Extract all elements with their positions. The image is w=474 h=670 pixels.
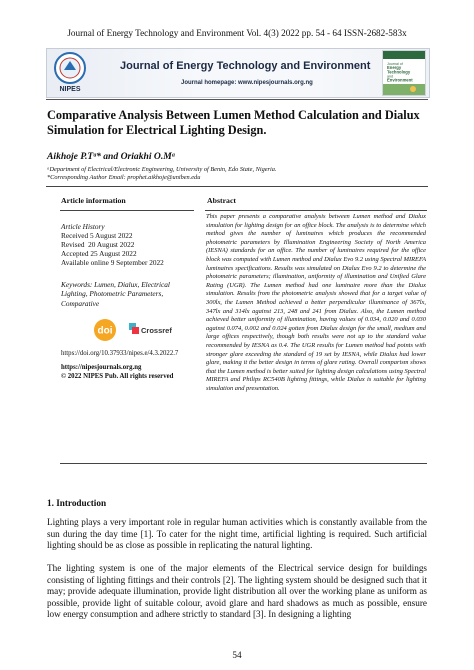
body-paragraph: Lighting plays a very important role in regular human activities which is constantly available from the sun during the day time [1]. To cater for the night time, artificial lighting is required. Such artificial lighting should be as close as possible in replicating the natural lighting. [47, 517, 427, 551]
svg-text:Crossref: Crossref [141, 326, 172, 335]
svg-text:Technology: Technology [387, 69, 411, 75]
article-info-heading: Article information [61, 196, 126, 205]
history-received: Received 5 August 2022 [61, 231, 133, 240]
svg-text:doi: doi [97, 325, 113, 337]
journal-cover-thumbnail [382, 50, 426, 96]
section-heading-introduction: 1. Introduction [47, 498, 107, 508]
article-history-label: Article History [61, 222, 105, 231]
abstract-heading: Abstract [207, 196, 237, 205]
page-number: 54 [232, 650, 242, 660]
authors: Aikhoje P.Tᵃ* and Oriakhi O.Mᵃ [47, 151, 175, 162]
svg-text:Energy: Energy [387, 65, 402, 70]
history-revised: Revised 20 August 2022 [61, 240, 135, 249]
svg-text:NIPES: NIPES [59, 86, 81, 93]
paper-title: Comparative Analysis Between Lumen Method Calculation and Dialux Simulation for Electrical Lighting Design. [47, 108, 420, 137]
corresponding-author[interactable]: *Corresponding Author Email: prophet.aikhoje@uniben.edu [47, 174, 201, 181]
journal-banner [46, 48, 430, 98]
crossref-logo[interactable] [128, 321, 176, 339]
info-divider-bottom [60, 463, 427, 464]
doi-link[interactable]: https://doi.org/10.37933/nipes.e/4.3.2022.7 [61, 350, 179, 357]
running-header: Journal of Energy Technology and Environment Vol. 4(3) 2022 pp. 54 - 64 ISSN-2682-583x [67, 28, 407, 38]
header-divider [46, 99, 428, 100]
abstract-rule [205, 210, 427, 211]
abstract-text: This paper presents a comparative analysis between Lumen method and Dialux simulation for lighting design for an office block. The analysis is to determine which method gives the number of luminaires which produces the recommended photometric parameters by Illumination Engineering Society of North America (IESNA) standards for an office. The number of luminaires required for the office block was computed with Lumen method and Dialux Evo 9.2 using Spectral MIREFA luminaires specifications. Results was simulated on Dialux Evo 9.2 to determine the photometric parameters; illumination, uniformity of illumination and Unified Glare Rating (UGR). The Lumen method had one luminaire more than the Dialux simulation. Results from the photometric analysis showed that for a target value of 300lx, the Lumen Method achieved a better perpendicular illuminance of 367lx, 347lx and 314lx against 213, 248 and 241 from Dialux. Also, the Lumen method achieved better uniformity of illumination, having values of 0.034, 0.020 and 0.030 against 0.074, 0.002 and 0.024 gotten from Dialux design for the small, medium and large offices respectively, though both results were not up to the standard value recommended by IESNA as 0.4. The UGR results for Lumen method had points with stronger glare exceeding the standard of 19 set by IESNA, while Dialux had lower glare, making it the better design in terms of glare rating. Overall comparism shows that the Lumen method is better suited for lighting design calculations using Spectral MIREFA and Philips RC540B lighting fittings, while Dialux is suitable for lighting simulation and presentation. [206, 213, 426, 392]
doi-logo[interactable] [92, 318, 126, 342]
info-divider-top [46, 186, 428, 187]
journal-homepage[interactable]: Journal homepage: www.nipesjournals.org.ng [181, 80, 313, 86]
copyright: © 2022 NIPES Pub. All rights reserved [61, 373, 174, 380]
svg-text:Journal of: Journal of [387, 62, 403, 66]
keywords: Keywords: Lumen, Dialux, Electrical Lighting, Photometric Parameters, Comparative [61, 280, 170, 308]
svg-text:and: and [387, 74, 393, 79]
history-accepted: Accepted 25 August 2022 [61, 249, 137, 258]
affiliation: ᵃDepartment of Electrical/Electronic Engineering, University of Benin, Edo State, Nigeria. [47, 166, 277, 173]
journal-title: Journal of Energy Technology and Environment [120, 60, 371, 72]
nipes-logo [50, 50, 90, 94]
svg-text:Environment: Environment [387, 77, 413, 83]
journal-website-link[interactable]: https://nipesjournals.org.ng [61, 364, 142, 371]
body-paragraph: The lighting system is one of the major elements of the Electrical service design for buildings consisting of lighting fittings and their controls [2]. The lighting system should be designed such that it may; provide adequate illumination, provide light distribution all over the working plane as uniform as possible, provide light of suitable colour, avoid glare and hard shadows as much as possible, ensure low energy consumption and adhere strictly to standard [3]. In designing a lighting [47, 563, 427, 620]
history-available-online: Available online 9 September 2022 [61, 258, 164, 267]
article-info-rule [60, 210, 194, 211]
